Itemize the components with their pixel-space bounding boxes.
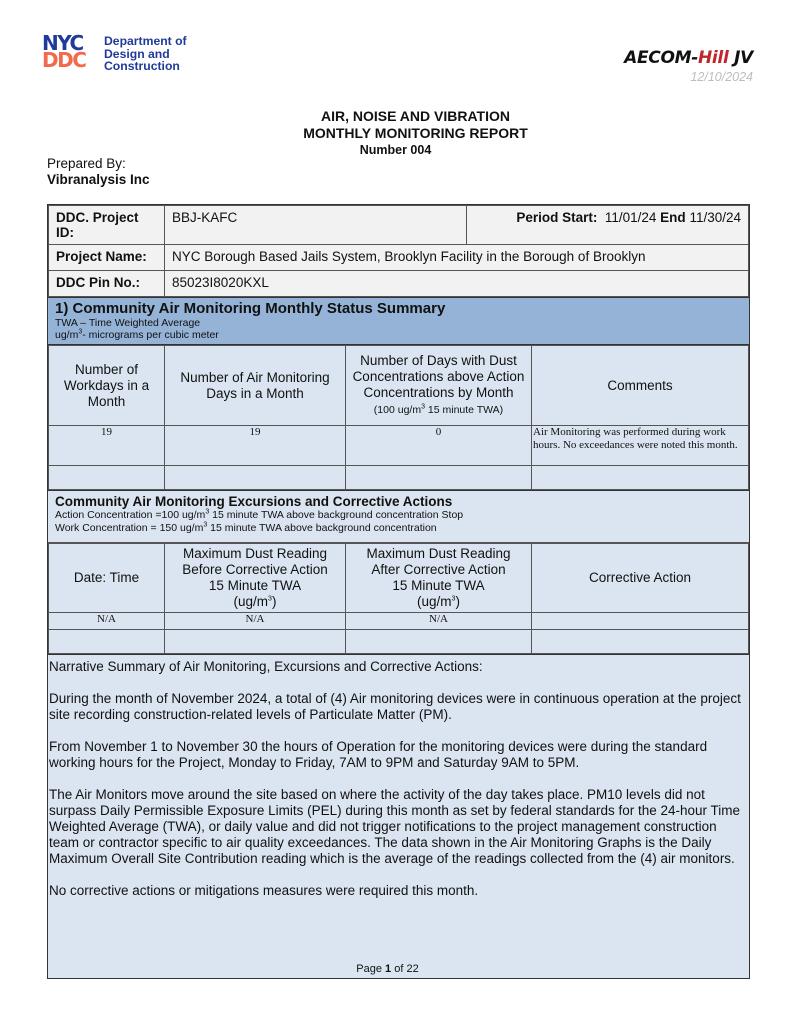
empty-cell xyxy=(49,630,165,654)
empty-cell xyxy=(532,630,749,654)
narrative-paragraph: During the month of November 2024, a total of (4) Air monitoring devices were in continuous operation at the project site recording construction-related levels of Particulate Matter (PM). xyxy=(49,691,741,722)
note-pre: Action Concentration =100 ug/m xyxy=(55,509,206,521)
summary-title: 1) Community Air Monitoring Monthly Status Summary xyxy=(55,300,446,317)
summary-row xyxy=(49,426,749,466)
unit-sup: 3 xyxy=(268,595,272,603)
unit-post: ) xyxy=(455,594,460,609)
narrative-paragraph: The Air Monitors move around the site based on where the activity of the day takes place. PM10 levels did not surpass Daily Permissible Exposure Limits (PEL) during this month as set by federal standards for the 24-hour Time Weighted Average (TWA), or daily value and did not trigger notifications to the project management construction team or contractor specific to air quality exceedances. The data shown in the Air Monitoring Graphs is the Daily Maximum Overall Site Contribution reading which is the average of the readings collected from the (4) air monitors. xyxy=(49,787,741,866)
period-cell xyxy=(467,206,749,245)
nyc-ddc-logo xyxy=(42,31,212,74)
report-number: Number 004 xyxy=(359,143,432,157)
label-line: After Corrective Action xyxy=(371,562,506,577)
excursions-table xyxy=(48,543,749,654)
work-concentration-note xyxy=(55,522,742,535)
firm-name-aecom: AECOM- xyxy=(624,48,698,68)
label-line: Before Corrective Action xyxy=(182,562,328,577)
report-date: 12/10/2024 xyxy=(690,70,753,84)
note-post: 15 minute TWA) xyxy=(424,404,504,416)
col-dust-days-note xyxy=(374,404,503,416)
narrative-summary xyxy=(48,654,749,978)
period-end-value: 11/30/24 xyxy=(689,210,741,225)
logo-ddc-text: DDC xyxy=(42,48,86,72)
empty-cell xyxy=(532,466,749,490)
summary-row-empty xyxy=(49,466,749,490)
unit-pre: (ug/m xyxy=(233,594,269,609)
pin-row xyxy=(49,271,749,297)
label-line: 15 Minute TWA xyxy=(392,578,485,593)
pin-label: DDC Pin No.: xyxy=(49,271,165,297)
col-after-action xyxy=(346,544,532,613)
logo-department-name xyxy=(104,35,187,73)
report-title-line-1: AIR, NOISE AND VIBRATION xyxy=(320,108,510,124)
excursion-row-empty xyxy=(49,630,749,654)
before-value: N/A xyxy=(165,613,346,630)
project-name-row xyxy=(49,245,749,271)
report-title-line-2: MONTHLY MONITORING REPORT xyxy=(303,125,528,141)
action-concentration-note xyxy=(55,509,742,522)
summary-twa-note: TWA – Time Weighted Average xyxy=(55,317,201,329)
pin-value: 85023I8020KXL xyxy=(165,271,749,297)
narrative-paragraph: From November 1 to November 30 the hours of Operation for the monitoring devices were during the standard working hours for the Project, Monday to Friday, 7AM to 9PM and Saturday 9AM to 5PM. xyxy=(49,739,708,770)
logo-nyc-text: NYC xyxy=(42,31,83,55)
note-pre: Work Concentration = 150 ug/m xyxy=(55,521,204,534)
project-info-table xyxy=(48,205,749,297)
prepared-by-label: Prepared By: xyxy=(47,156,126,171)
summary-table xyxy=(48,345,749,490)
project-id-value: BBJ-KAFC xyxy=(165,206,467,245)
col-before-action xyxy=(165,544,346,613)
unit-line xyxy=(169,594,341,610)
unit-pre: (ug/m xyxy=(417,594,452,609)
empty-cell xyxy=(346,630,532,654)
narrative-heading: Narrative Summary of Air Monitoring, Excursions and Corrective Actions: xyxy=(49,659,483,674)
page-number xyxy=(0,963,783,975)
unit-text: ug/m xyxy=(55,329,79,341)
period-start-value: 11/01/24 xyxy=(604,210,657,225)
logo-line-3: Construction xyxy=(104,59,180,73)
after-value: N/A xyxy=(346,613,532,630)
col-monitoring-days: Number of Air Monitoring Days in a Month xyxy=(165,346,346,426)
excursions-header-row xyxy=(49,544,749,613)
period-end-label: End xyxy=(660,210,686,225)
project-id-label: DDC. Project ID: xyxy=(49,206,165,245)
excursions-title: Community Air Monitoring Excursions and Corrective Actions xyxy=(55,494,453,509)
note-post: 15 minute TWA above background concentration Stop xyxy=(209,509,464,521)
unit-post: ) xyxy=(271,594,277,609)
unit-desc: - micrograms per cubic meter xyxy=(82,329,219,341)
page-current: 1 xyxy=(385,963,392,975)
firm-name-jv: JV xyxy=(728,48,753,68)
logo-line-1: Department of xyxy=(104,34,187,48)
col-date-time: Date: Time xyxy=(49,544,165,613)
datetime-value: N/A xyxy=(49,613,165,630)
note-pre: (100 ug/m xyxy=(373,404,422,416)
empty-cell xyxy=(49,466,165,490)
col-dust-days-label: Number of Days with Dust Concentrations above Action Concentrations by Month xyxy=(352,353,525,400)
label-line: 15 Minute TWA xyxy=(208,578,302,593)
narrative-paragraph: No corrective actions or mitigations measures were required this month. xyxy=(49,883,479,898)
col-dust-days xyxy=(346,346,532,426)
firm-name xyxy=(624,48,753,68)
unit-sup: 3 xyxy=(78,328,83,336)
project-name-label: Project Name: xyxy=(49,245,165,271)
firm-block xyxy=(624,48,753,84)
page-pre: Page xyxy=(356,963,386,975)
note-sup: 3 xyxy=(205,508,210,516)
col-workdays: Number of Workdays in a Month xyxy=(49,346,165,426)
unit-line xyxy=(350,594,527,610)
summary-section-header xyxy=(48,297,749,345)
action-value xyxy=(532,613,749,630)
project-id-row xyxy=(49,206,749,245)
label-line: Maximum Dust Reading xyxy=(366,546,511,561)
nyc-ddc-logo-mark xyxy=(42,31,98,72)
note-post: 15 minute TWA above background concentration xyxy=(207,521,437,534)
period-start-label: Period Start: xyxy=(516,210,598,225)
col-corrective-action: Corrective Action xyxy=(532,544,749,613)
dust-days-value: 0 xyxy=(346,426,532,466)
empty-cell xyxy=(165,630,346,654)
empty-cell xyxy=(165,466,346,490)
firm-name-hill: Hill xyxy=(697,48,729,68)
logo-line-2: Design and xyxy=(104,46,170,61)
workdays-value: 19 xyxy=(49,426,165,466)
summary-unit-note xyxy=(55,329,742,341)
col-comments: Comments xyxy=(532,346,749,426)
monitoring-days-value: 19 xyxy=(165,426,346,466)
prepared-by-value: Vibranalysis Inc xyxy=(47,172,150,187)
note-sup: 3 xyxy=(421,403,425,411)
page-total: 22 xyxy=(406,963,419,975)
label-line: Maximum Dust Reading xyxy=(182,546,328,561)
note-sup: 3 xyxy=(203,521,208,528)
empty-cell xyxy=(346,466,532,490)
summary-header-row xyxy=(49,346,749,426)
unit-sup: 3 xyxy=(451,595,456,603)
page-mid: of xyxy=(391,963,407,975)
excursions-section-header xyxy=(48,490,749,543)
comments-value: Air Monitoring was performed during work hours. No exceedances were noted this month. xyxy=(532,426,749,466)
project-name-value: NYC Borough Based Jails System, Brooklyn Facility in the Borough of Brooklyn xyxy=(165,245,749,271)
report-form xyxy=(47,204,750,979)
excursion-row xyxy=(49,613,749,630)
